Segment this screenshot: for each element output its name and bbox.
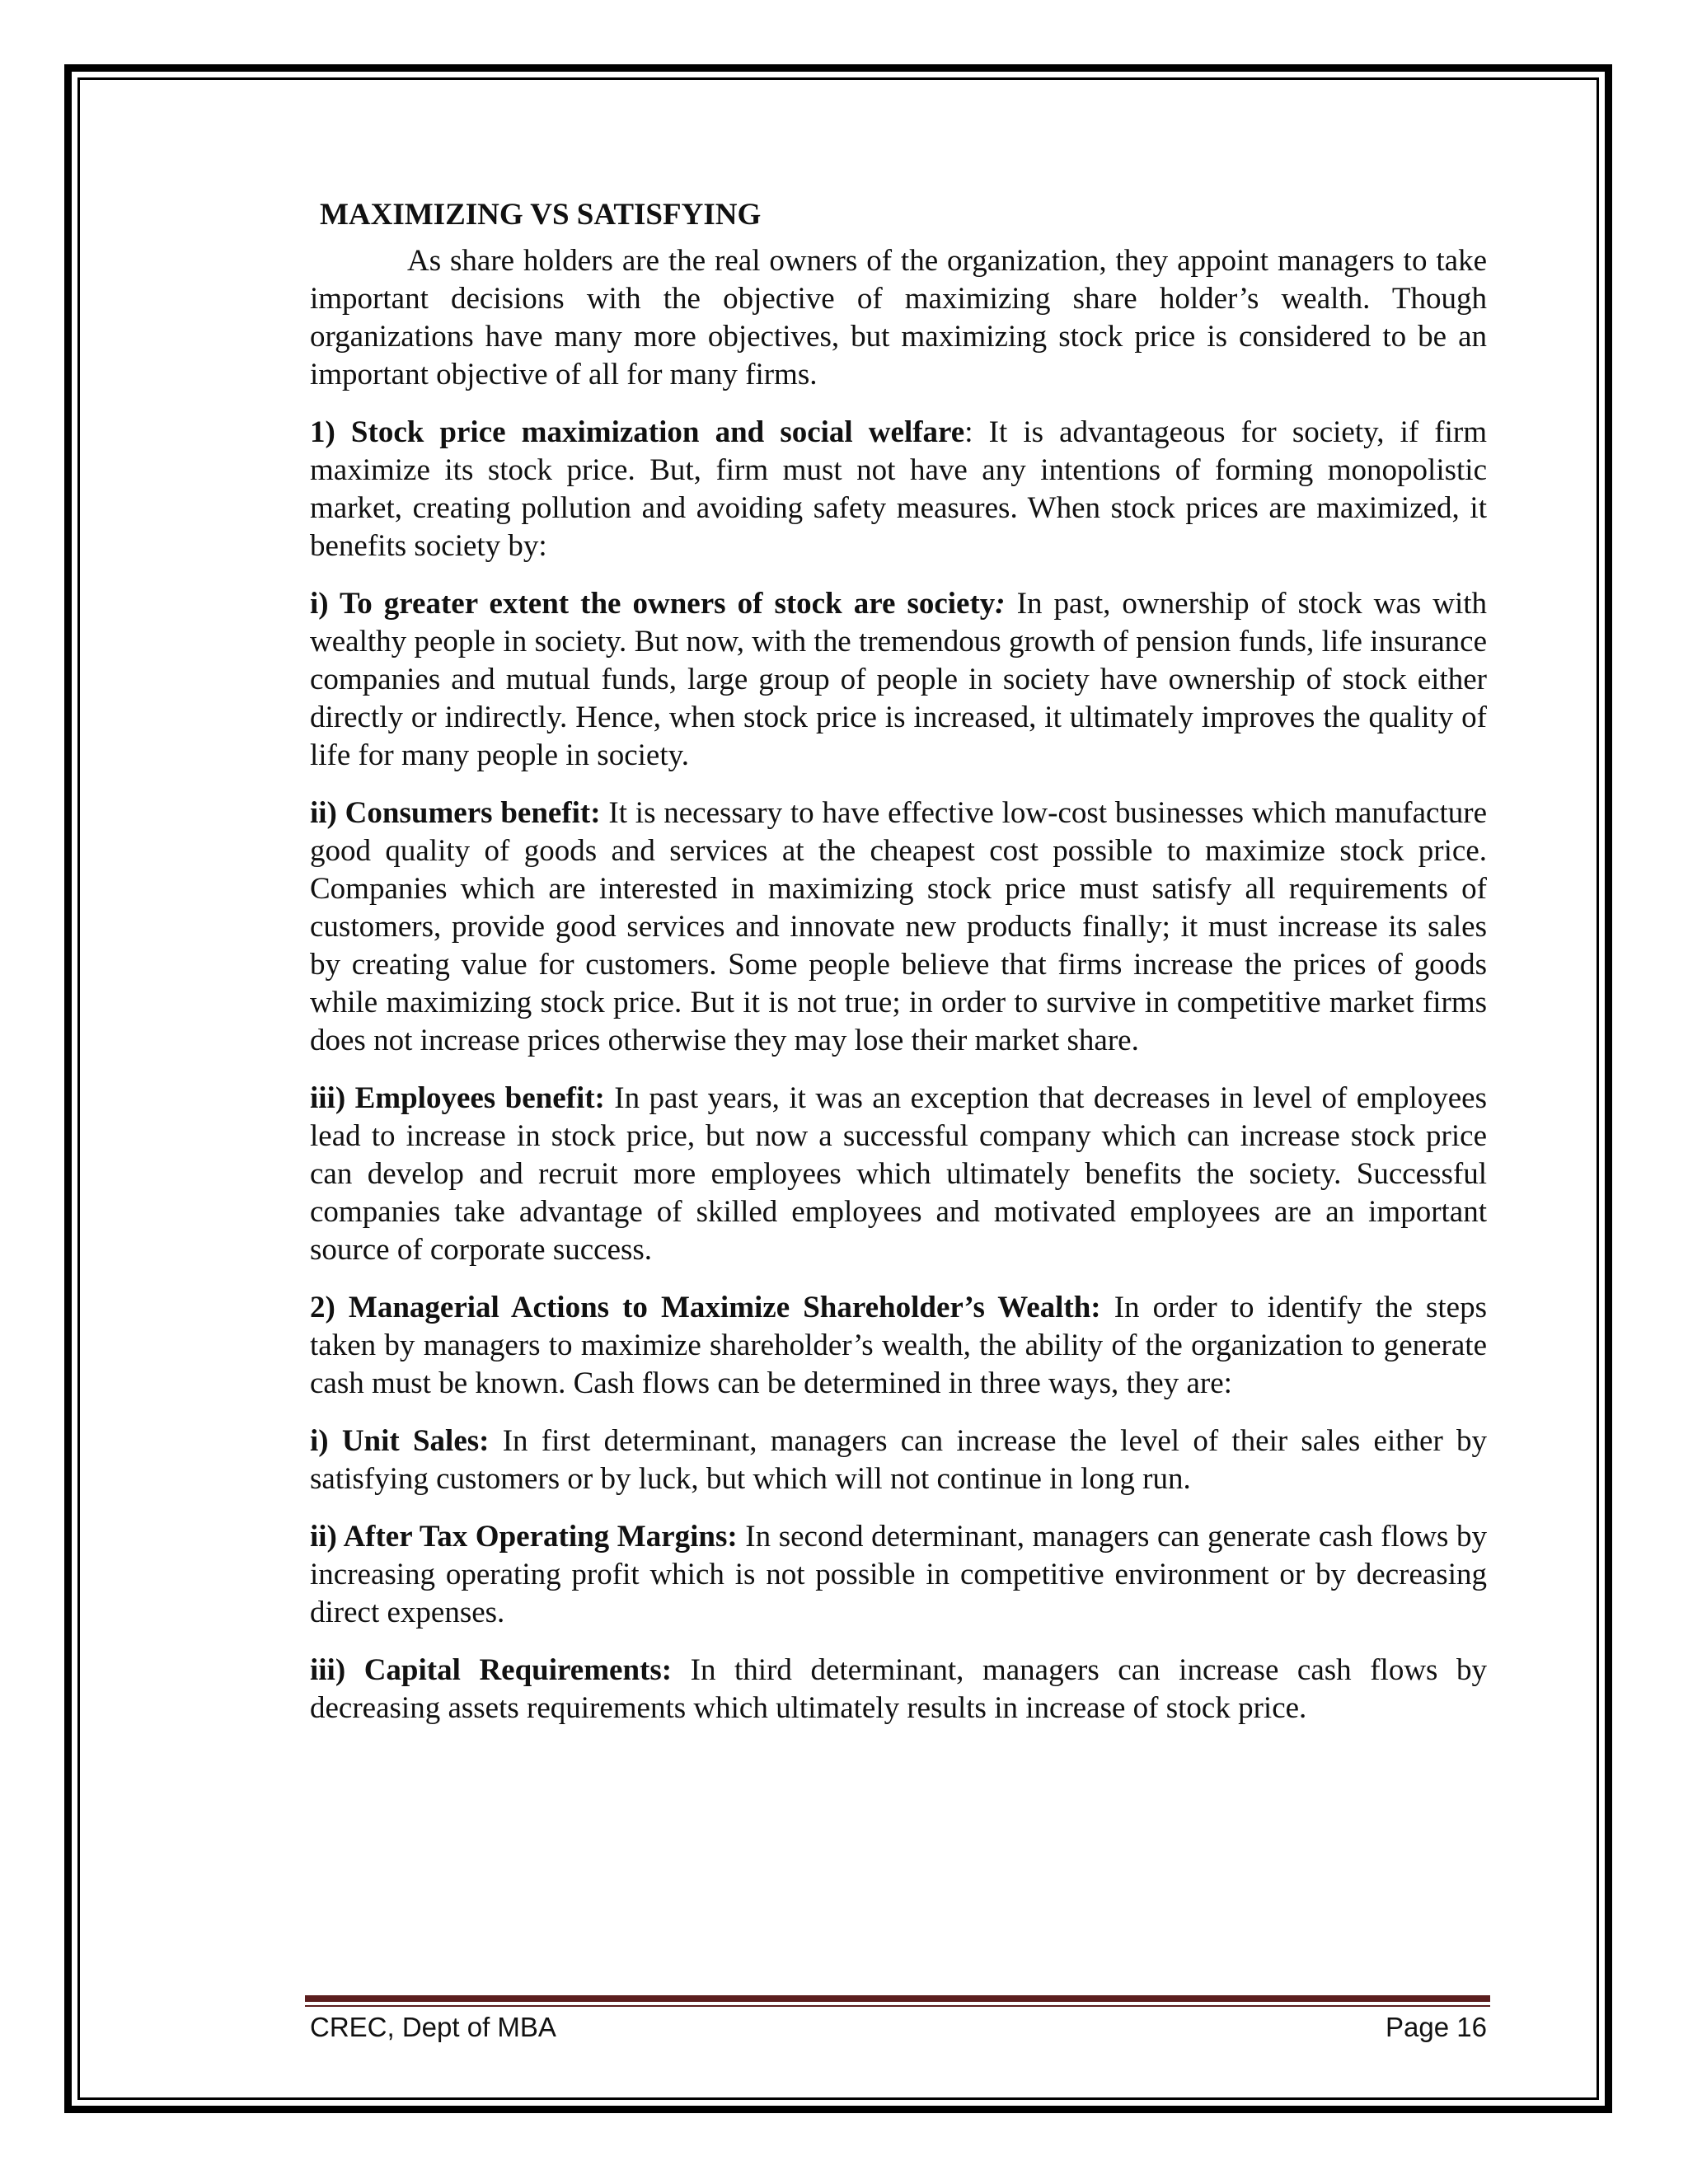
paragraph-lead: 1) Stock price maximization and social welfare [310,415,965,449]
paragraph-lead: iii) Capital Requirements: [310,1653,673,1687]
paragraph-lead: ii) After Tax Operating Margins: [310,1520,738,1554]
paragraph-managerial-actions [310,1289,1487,1403]
paragraph-after-tax-margins [310,1518,1487,1632]
paragraph-text: : It is advantageous for society, if firm maximize its stock price. But, firm must not have any intentions of forming monopolistic market, creating pollution and avoiding safety measures. When stock prices are maximized, it benefits society by: [310,415,1487,563]
intro-paragraph: As share holders are the real owners of the organization, they appoint managers to take important decisions with the objective of maximizing share holder’s wealth. Though organizations have many more objectives, but maximizing stock price is considered to be an important objective of all for many firms. [310,244,1487,391]
paragraph-text: It is necessary to have effective low-cost businesses which manufacture good quality of goods and services at the cheapest cost possible to maximize stock price. Companies which are interested in maximizing stock price must satisfy all requirements of customers, provide good services and innovate new products finally; it must increase its sales by creating value for customers. Some people believe that firms increase the prices of goods while maximizing stock price. But it is not true; in order to survive in competitive market firms does not increase prices otherwise they may lose their market share. [310,796,1487,1057]
paragraph-lead: i) Unit Sales: [310,1424,490,1458]
footer-divider-thick [305,1995,1490,2002]
document-body [310,196,1487,1747]
paragraph-stock-price-maximization [310,414,1487,565]
paragraph-employees-benefit [310,1080,1487,1269]
footer-divider [305,1995,1490,2007]
paragraph-text: In past, ownership of stock was with wealthy people in society. But now, with the tremendous growth of pension funds, life insurance companies and mutual funds, large group of people in society have ownership of stock either directly or indirectly. Hence, when stock price is increased, it ultimately improves the quality of life for many people in society. [310,587,1487,772]
footer-divider-thin [305,2005,1490,2007]
paragraph-text: In second determinant, managers can generate cash flows by increasing operating profit which is not possible in competitive environment or by decreasing direct expenses. [310,1520,1488,1629]
section-heading: MAXIMIZING VS SATISFYING [320,198,762,232]
footer-department: CREC, Dept of MBA [310,2012,556,2042]
paragraph-capital-requirements [310,1652,1487,1727]
paragraph-consumers-benefit [310,794,1487,1060]
paragraph-lead: i) To greater extent the owners of stock are society [310,587,996,621]
footer-page-number: Page 16 [1386,2012,1487,2042]
paragraph-lead: ii) Consumers benefit: [310,796,601,830]
paragraph-text: In past years, it was an exception that decreases in level of employees lead to increase in stock price, but now a successful company which can increase stock price can develop and recruit more employees which ultimately benefits the society. Successful companies take advantage of skilled employees and motivated employees are an important source of corporate success. [310,1081,1487,1267]
paragraph-text: In third determinant, managers can increase cash flows by decreasing assets requirements which ultimately results in increase of stock price. [310,1653,1487,1725]
paragraph-text: In order to identify the steps taken by managers to maximize shareholder’s wealth, the ability of the organization to generate cash must be known. Cash flows can be determined in three ways, they are: [310,1291,1488,1400]
paragraph-owners-of-stock [310,585,1487,775]
paragraph-unit-sales [310,1422,1487,1498]
paragraph-text: In first determinant, managers can increase the level of their sales either by satisfying customers or by luck, but which will not continue in long run. [310,1424,1488,1496]
page-footer [310,2009,1487,2046]
paragraph-lead-colon: : [995,587,1006,621]
paragraph-lead: iii) Employees benefit: [310,1081,605,1115]
paragraph-lead: 2) Managerial Actions to Maximize Shareholder’s Wealth: [310,1291,1101,1324]
